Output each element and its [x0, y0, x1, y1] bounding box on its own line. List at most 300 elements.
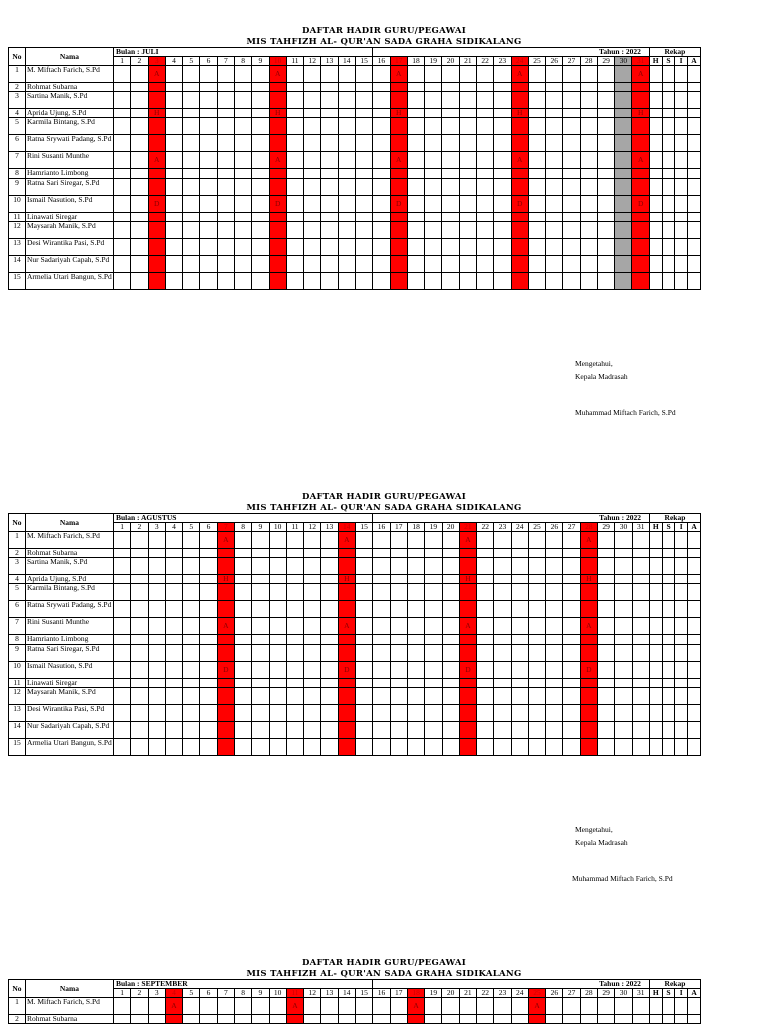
attendance-cell[interactable] — [442, 272, 459, 289]
rekap-cell[interactable] — [662, 678, 675, 687]
attendance-cell[interactable] — [217, 1015, 234, 1024]
attendance-cell[interactable] — [546, 221, 563, 238]
attendance-cell[interactable] — [511, 704, 528, 721]
attendance-cell[interactable] — [390, 678, 407, 687]
attendance-cell[interactable] — [442, 635, 459, 644]
attendance-cell[interactable] — [234, 584, 251, 601]
attendance-cell[interactable] — [148, 238, 165, 255]
attendance-cell[interactable] — [165, 118, 182, 135]
attendance-cell[interactable] — [528, 66, 545, 83]
attendance-cell[interactable] — [390, 238, 407, 255]
attendance-cell[interactable] — [390, 704, 407, 721]
attendance-cell[interactable] — [390, 618, 407, 635]
attendance-cell[interactable] — [425, 195, 442, 212]
attendance-cell[interactable] — [200, 109, 217, 118]
attendance-cell[interactable] — [373, 601, 390, 618]
attendance-cell[interactable] — [183, 644, 200, 661]
attendance-cell[interactable] — [442, 83, 459, 92]
attendance-cell[interactable] — [442, 135, 459, 152]
attendance-cell[interactable] — [407, 221, 424, 238]
attendance-cell[interactable] — [200, 618, 217, 635]
attendance-cell[interactable] — [269, 532, 286, 549]
attendance-cell[interactable] — [580, 212, 597, 221]
attendance-cell[interactable]: H — [269, 109, 286, 118]
rekap-cell[interactable] — [649, 687, 662, 704]
attendance-cell[interactable] — [200, 178, 217, 195]
attendance-cell[interactable] — [597, 169, 614, 178]
rekap-cell[interactable] — [662, 195, 675, 212]
attendance-cell[interactable] — [114, 195, 131, 212]
attendance-cell[interactable] — [528, 584, 545, 601]
attendance-cell[interactable] — [217, 221, 234, 238]
attendance-cell[interactable] — [632, 272, 649, 289]
attendance-cell[interactable] — [546, 584, 563, 601]
attendance-cell[interactable] — [234, 178, 251, 195]
attendance-cell[interactable] — [113, 575, 130, 584]
attendance-cell[interactable] — [494, 255, 511, 272]
attendance-cell[interactable] — [234, 575, 251, 584]
attendance-cell[interactable] — [373, 195, 390, 212]
attendance-cell[interactable] — [390, 998, 407, 1015]
attendance-cell[interactable] — [546, 238, 563, 255]
attendance-cell[interactable] — [477, 635, 494, 644]
rekap-cell[interactable] — [662, 738, 675, 755]
attendance-cell[interactable] — [355, 109, 372, 118]
attendance-cell[interactable] — [407, 575, 424, 584]
attendance-cell[interactable] — [373, 635, 390, 644]
rekap-cell[interactable] — [649, 661, 662, 678]
attendance-cell[interactable] — [355, 558, 372, 575]
attendance-cell[interactable] — [494, 195, 511, 212]
attendance-cell[interactable] — [546, 687, 563, 704]
attendance-cell[interactable] — [373, 618, 390, 635]
attendance-cell[interactable] — [304, 1015, 321, 1024]
attendance-cell[interactable] — [390, 255, 407, 272]
attendance-cell[interactable] — [304, 704, 321, 721]
attendance-cell[interactable] — [615, 152, 632, 169]
attendance-cell[interactable]: D — [511, 195, 528, 212]
attendance-cell[interactable] — [148, 169, 165, 178]
attendance-cell[interactable] — [407, 169, 424, 178]
attendance-cell[interactable] — [183, 532, 200, 549]
attendance-cell[interactable] — [425, 66, 442, 83]
attendance-cell[interactable]: D — [148, 195, 165, 212]
rekap-cell[interactable] — [662, 601, 675, 618]
attendance-cell[interactable] — [407, 238, 424, 255]
attendance-cell[interactable] — [563, 221, 580, 238]
attendance-cell[interactable] — [131, 661, 148, 678]
attendance-cell[interactable] — [407, 195, 424, 212]
attendance-cell[interactable] — [528, 532, 545, 549]
attendance-cell[interactable] — [477, 1015, 494, 1024]
attendance-cell[interactable] — [511, 584, 528, 601]
attendance-cell[interactable] — [528, 83, 545, 92]
attendance-cell[interactable] — [546, 1015, 563, 1024]
attendance-cell[interactable] — [390, 575, 407, 584]
attendance-cell[interactable] — [355, 135, 372, 152]
attendance-cell[interactable] — [200, 601, 217, 618]
attendance-cell[interactable] — [200, 704, 217, 721]
attendance-cell[interactable] — [407, 109, 424, 118]
rekap-cell[interactable] — [688, 738, 701, 755]
rekap-cell[interactable] — [688, 601, 701, 618]
rekap-cell[interactable] — [649, 238, 662, 255]
attendance-cell[interactable] — [338, 549, 355, 558]
attendance-cell[interactable] — [580, 998, 597, 1015]
attendance-cell[interactable] — [131, 687, 148, 704]
attendance-cell[interactable] — [200, 1015, 217, 1024]
attendance-cell[interactable] — [234, 601, 251, 618]
attendance-cell[interactable] — [597, 135, 614, 152]
attendance-cell[interactable] — [528, 687, 545, 704]
attendance-cell[interactable] — [632, 584, 649, 601]
attendance-cell[interactable]: A — [269, 66, 286, 83]
attendance-cell[interactable] — [269, 118, 286, 135]
rekap-cell[interactable] — [675, 678, 688, 687]
attendance-cell[interactable] — [217, 644, 234, 661]
attendance-cell[interactable] — [442, 644, 459, 661]
attendance-cell[interactable] — [114, 238, 131, 255]
attendance-cell[interactable] — [234, 1015, 251, 1024]
attendance-cell[interactable] — [338, 238, 355, 255]
attendance-cell[interactable] — [546, 601, 563, 618]
attendance-cell[interactable] — [217, 558, 234, 575]
attendance-cell[interactable] — [425, 601, 442, 618]
attendance-cell[interactable] — [407, 66, 424, 83]
rekap-cell[interactable] — [649, 558, 662, 575]
attendance-cell[interactable] — [598, 1015, 615, 1024]
attendance-cell[interactable] — [355, 195, 372, 212]
attendance-cell[interactable] — [528, 635, 545, 644]
attendance-cell[interactable] — [234, 644, 251, 661]
attendance-cell[interactable] — [390, 635, 407, 644]
rekap-cell[interactable] — [675, 109, 688, 118]
rekap-cell[interactable] — [675, 255, 688, 272]
attendance-cell[interactable] — [113, 721, 130, 738]
attendance-cell[interactable] — [459, 601, 476, 618]
attendance-cell[interactable] — [477, 532, 494, 549]
attendance-cell[interactable] — [165, 618, 182, 635]
attendance-cell[interactable] — [563, 998, 580, 1015]
attendance-cell[interactable] — [131, 109, 148, 118]
attendance-cell[interactable] — [148, 575, 165, 584]
attendance-cell[interactable] — [234, 169, 251, 178]
attendance-cell[interactable] — [355, 83, 372, 92]
rekap-cell[interactable] — [688, 109, 701, 118]
attendance-cell[interactable] — [615, 255, 632, 272]
attendance-cell[interactable] — [546, 118, 563, 135]
attendance-cell[interactable] — [632, 92, 649, 109]
attendance-cell[interactable] — [286, 135, 303, 152]
attendance-cell[interactable] — [252, 998, 269, 1015]
attendance-cell[interactable] — [183, 721, 200, 738]
attendance-cell[interactable] — [165, 601, 182, 618]
attendance-cell[interactable] — [338, 584, 355, 601]
attendance-cell[interactable] — [321, 618, 338, 635]
attendance-cell[interactable] — [165, 678, 182, 687]
attendance-cell[interactable] — [615, 532, 632, 549]
attendance-cell[interactable] — [200, 169, 217, 178]
attendance-cell[interactable] — [390, 584, 407, 601]
attendance-cell[interactable] — [476, 135, 493, 152]
attendance-cell[interactable] — [546, 575, 563, 584]
attendance-cell[interactable] — [165, 738, 182, 755]
attendance-cell[interactable] — [321, 549, 338, 558]
attendance-cell[interactable]: A — [148, 152, 165, 169]
rekap-cell[interactable] — [662, 169, 675, 178]
attendance-cell[interactable] — [632, 678, 649, 687]
attendance-cell[interactable] — [183, 687, 200, 704]
attendance-cell[interactable] — [217, 687, 234, 704]
attendance-cell[interactable] — [442, 118, 459, 135]
attendance-cell[interactable] — [355, 169, 372, 178]
attendance-cell[interactable] — [632, 238, 649, 255]
attendance-cell[interactable] — [597, 83, 614, 92]
rekap-cell[interactable] — [649, 195, 662, 212]
attendance-cell[interactable] — [114, 221, 131, 238]
attendance-cell[interactable] — [580, 195, 597, 212]
attendance-cell[interactable] — [563, 584, 580, 601]
attendance-cell[interactable] — [442, 66, 459, 83]
attendance-cell[interactable] — [355, 238, 372, 255]
attendance-cell[interactable] — [511, 212, 528, 221]
attendance-cell[interactable] — [183, 618, 200, 635]
attendance-cell[interactable] — [632, 635, 649, 644]
attendance-cell[interactable]: A — [286, 998, 303, 1015]
rekap-cell[interactable] — [688, 687, 701, 704]
attendance-cell[interactable] — [407, 661, 424, 678]
rekap-cell[interactable] — [688, 549, 701, 558]
attendance-cell[interactable] — [304, 738, 321, 755]
attendance-cell[interactable] — [563, 687, 580, 704]
attendance-cell[interactable] — [494, 721, 511, 738]
attendance-cell[interactable] — [200, 549, 217, 558]
attendance-cell[interactable] — [148, 558, 165, 575]
attendance-cell[interactable] — [113, 738, 130, 755]
attendance-cell[interactable] — [165, 135, 182, 152]
rekap-cell[interactable] — [662, 152, 675, 169]
attendance-cell[interactable] — [407, 92, 424, 109]
attendance-cell[interactable] — [528, 152, 545, 169]
attendance-cell[interactable] — [494, 635, 511, 644]
attendance-cell[interactable] — [252, 92, 269, 109]
rekap-cell[interactable] — [675, 66, 688, 83]
attendance-cell[interactable] — [304, 238, 321, 255]
attendance-cell[interactable] — [615, 1015, 632, 1024]
attendance-cell[interactable] — [321, 118, 338, 135]
attendance-cell[interactable] — [131, 169, 148, 178]
attendance-cell[interactable] — [373, 92, 390, 109]
attendance-cell[interactable] — [338, 195, 355, 212]
rekap-cell[interactable] — [649, 532, 662, 549]
attendance-cell[interactable] — [373, 549, 390, 558]
rekap-cell[interactable] — [649, 66, 662, 83]
attendance-cell[interactable]: H — [632, 109, 649, 118]
attendance-cell[interactable] — [580, 83, 597, 92]
attendance-cell[interactable] — [338, 558, 355, 575]
attendance-cell[interactable] — [304, 135, 321, 152]
attendance-cell[interactable] — [269, 212, 286, 221]
attendance-cell[interactable] — [217, 169, 234, 178]
attendance-cell[interactable] — [528, 618, 545, 635]
attendance-cell[interactable] — [217, 738, 234, 755]
attendance-cell[interactable] — [183, 83, 200, 92]
attendance-cell[interactable] — [286, 618, 303, 635]
rekap-cell[interactable] — [688, 221, 701, 238]
attendance-cell[interactable]: H — [580, 575, 597, 584]
attendance-cell[interactable] — [459, 1015, 476, 1024]
rekap-cell[interactable] — [649, 152, 662, 169]
attendance-cell[interactable] — [321, 575, 338, 584]
attendance-cell[interactable] — [598, 644, 615, 661]
attendance-cell[interactable] — [477, 575, 494, 584]
rekap-cell[interactable] — [688, 721, 701, 738]
attendance-cell[interactable] — [355, 998, 372, 1015]
attendance-cell[interactable] — [459, 92, 476, 109]
attendance-cell[interactable] — [286, 584, 303, 601]
rekap-cell[interactable] — [649, 221, 662, 238]
attendance-cell[interactable] — [114, 109, 131, 118]
attendance-cell[interactable] — [252, 118, 269, 135]
attendance-cell[interactable] — [390, 721, 407, 738]
attendance-cell[interactable] — [476, 169, 493, 178]
rekap-cell[interactable] — [688, 558, 701, 575]
attendance-cell[interactable]: D — [632, 195, 649, 212]
attendance-cell[interactable] — [442, 195, 459, 212]
attendance-cell[interactable] — [390, 644, 407, 661]
attendance-cell[interactable] — [580, 66, 597, 83]
rekap-cell[interactable] — [662, 221, 675, 238]
attendance-cell[interactable] — [252, 635, 269, 644]
attendance-cell[interactable] — [200, 66, 217, 83]
attendance-cell[interactable] — [165, 212, 182, 221]
attendance-cell[interactable] — [252, 152, 269, 169]
attendance-cell[interactable] — [234, 152, 251, 169]
attendance-cell[interactable] — [459, 195, 476, 212]
rekap-cell[interactable] — [688, 998, 701, 1015]
attendance-cell[interactable] — [390, 212, 407, 221]
rekap-cell[interactable] — [688, 238, 701, 255]
attendance-cell[interactable] — [234, 998, 251, 1015]
rekap-cell[interactable] — [649, 738, 662, 755]
attendance-cell[interactable] — [598, 558, 615, 575]
attendance-cell[interactable] — [321, 678, 338, 687]
attendance-cell[interactable] — [269, 1015, 286, 1024]
attendance-cell[interactable] — [114, 83, 131, 92]
attendance-cell[interactable] — [494, 135, 511, 152]
attendance-cell[interactable] — [183, 178, 200, 195]
attendance-cell[interactable] — [148, 83, 165, 92]
attendance-cell[interactable] — [373, 661, 390, 678]
attendance-cell[interactable] — [321, 1015, 338, 1024]
attendance-cell[interactable] — [217, 635, 234, 644]
attendance-cell[interactable] — [234, 272, 251, 289]
attendance-cell[interactable] — [114, 66, 131, 83]
attendance-cell[interactable] — [597, 109, 614, 118]
attendance-cell[interactable]: A — [217, 532, 234, 549]
attendance-cell[interactable] — [200, 661, 217, 678]
attendance-cell[interactable]: D — [390, 195, 407, 212]
attendance-cell[interactable] — [234, 238, 251, 255]
attendance-cell[interactable] — [355, 1015, 372, 1024]
attendance-cell[interactable] — [597, 152, 614, 169]
attendance-cell[interactable] — [165, 152, 182, 169]
attendance-cell[interactable] — [165, 704, 182, 721]
attendance-cell[interactable] — [355, 644, 372, 661]
attendance-cell[interactable] — [304, 721, 321, 738]
attendance-cell[interactable] — [269, 255, 286, 272]
attendance-cell[interactable] — [338, 678, 355, 687]
attendance-cell[interactable] — [304, 221, 321, 238]
attendance-cell[interactable] — [217, 998, 234, 1015]
attendance-cell[interactable] — [183, 212, 200, 221]
attendance-cell[interactable] — [528, 644, 545, 661]
attendance-cell[interactable] — [494, 738, 511, 755]
attendance-cell[interactable] — [304, 618, 321, 635]
attendance-cell[interactable] — [632, 212, 649, 221]
attendance-cell[interactable] — [546, 644, 563, 661]
rekap-cell[interactable] — [675, 532, 688, 549]
rekap-cell[interactable] — [649, 272, 662, 289]
rekap-cell[interactable] — [649, 575, 662, 584]
attendance-cell[interactable] — [113, 1015, 130, 1024]
attendance-cell[interactable] — [131, 601, 148, 618]
attendance-cell[interactable] — [355, 178, 372, 195]
rekap-cell[interactable] — [688, 195, 701, 212]
attendance-cell[interactable] — [407, 212, 424, 221]
attendance-cell[interactable] — [148, 118, 165, 135]
attendance-cell[interactable]: A — [390, 66, 407, 83]
attendance-cell[interactable] — [304, 575, 321, 584]
attendance-cell[interactable] — [217, 584, 234, 601]
attendance-cell[interactable] — [217, 66, 234, 83]
attendance-cell[interactable] — [217, 255, 234, 272]
attendance-cell[interactable]: A — [632, 152, 649, 169]
rekap-cell[interactable] — [688, 255, 701, 272]
attendance-cell[interactable] — [252, 169, 269, 178]
attendance-cell[interactable] — [632, 644, 649, 661]
attendance-cell[interactable] — [321, 221, 338, 238]
attendance-cell[interactable] — [425, 118, 442, 135]
attendance-cell[interactable] — [477, 549, 494, 558]
attendance-cell[interactable] — [373, 212, 390, 221]
attendance-cell[interactable] — [373, 272, 390, 289]
attendance-cell[interactable] — [598, 721, 615, 738]
attendance-cell[interactable] — [425, 255, 442, 272]
attendance-cell[interactable] — [183, 272, 200, 289]
attendance-cell[interactable] — [321, 109, 338, 118]
attendance-cell[interactable] — [459, 549, 476, 558]
attendance-cell[interactable] — [304, 601, 321, 618]
attendance-cell[interactable] — [546, 169, 563, 178]
attendance-cell[interactable] — [131, 998, 148, 1015]
attendance-cell[interactable] — [304, 644, 321, 661]
rekap-cell[interactable] — [649, 83, 662, 92]
attendance-cell[interactable] — [494, 618, 511, 635]
attendance-cell[interactable]: D — [338, 661, 355, 678]
attendance-cell[interactable] — [494, 601, 511, 618]
attendance-cell[interactable] — [546, 704, 563, 721]
attendance-cell[interactable] — [269, 704, 286, 721]
attendance-cell[interactable] — [286, 644, 303, 661]
attendance-cell[interactable] — [373, 66, 390, 83]
attendance-cell[interactable] — [528, 238, 545, 255]
attendance-cell[interactable] — [355, 618, 372, 635]
attendance-cell[interactable] — [442, 549, 459, 558]
attendance-cell[interactable] — [615, 83, 632, 92]
attendance-cell[interactable] — [269, 272, 286, 289]
attendance-cell[interactable] — [200, 221, 217, 238]
